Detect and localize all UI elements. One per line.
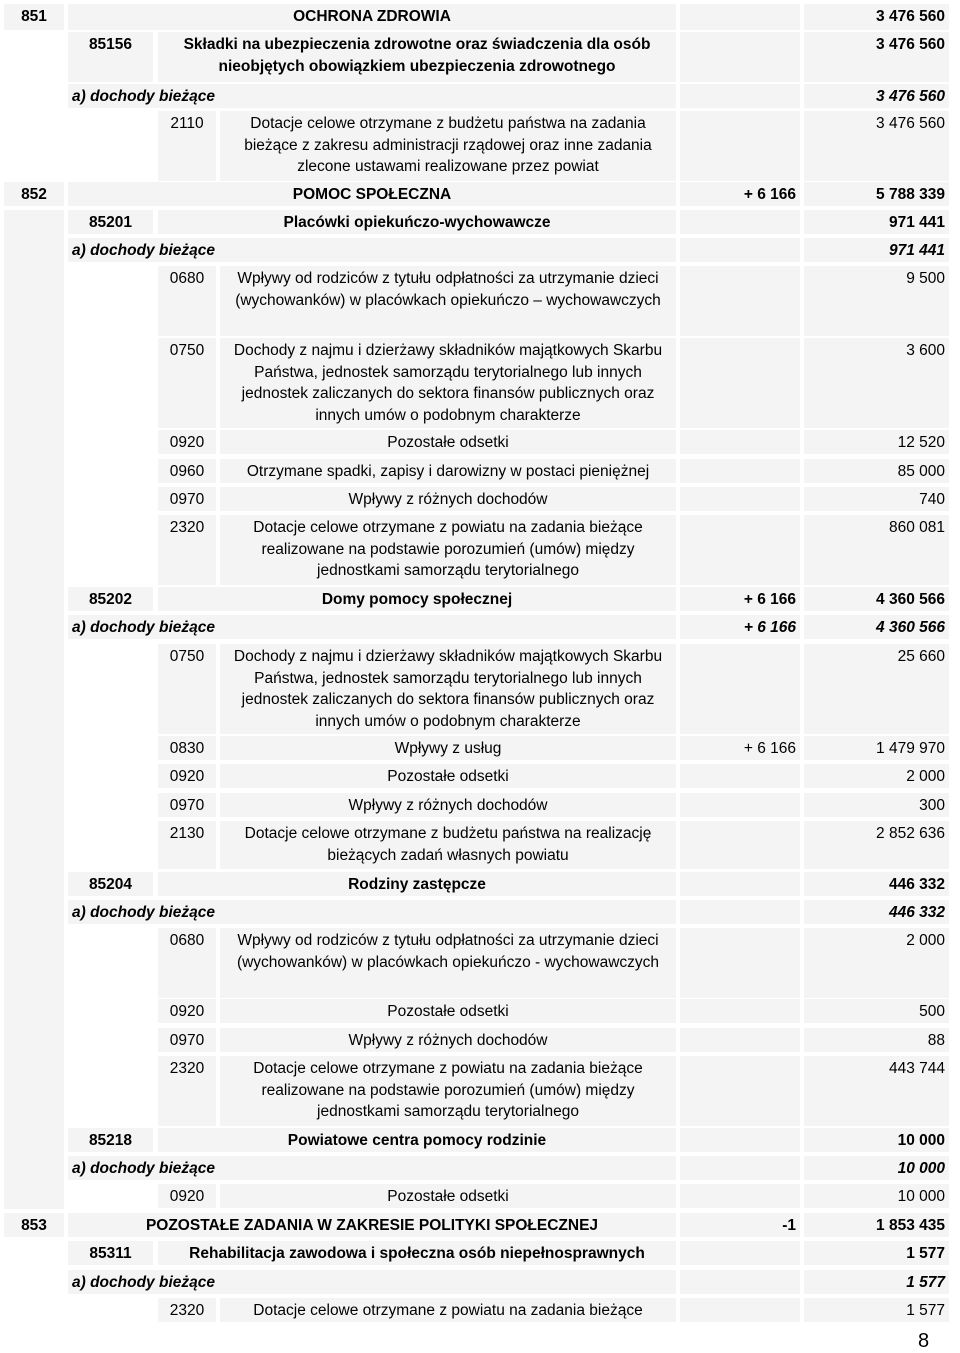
paragraph-amount: 85 000 [804,459,949,483]
paragraph-change [680,1028,800,1052]
chapter-name: Powiatowe centra pomocy rodzinie [158,1128,676,1152]
paragraph-change [680,515,800,585]
paragraph-change [680,430,800,454]
paragraph-amount: 300 [804,793,949,817]
paragraph-amount: 1 479 970 [804,736,949,760]
section-amount: 1 853 435 [804,1213,949,1237]
section-code: 852 [4,182,64,206]
chapter-code: 85156 [68,32,153,82]
paragraph-code: 0970 [158,793,216,817]
current-income-label: a) dochody bieżące [68,900,676,924]
chapter-name: Domy pomocy społecznej [158,587,676,611]
paragraph-amount: 1 577 [804,1298,949,1322]
section-name: POMOC SPOŁECZNA [68,182,676,206]
paragraph-description: Pozostałe odsetki [220,430,676,454]
paragraph-code: 0750 [158,644,216,734]
current-income-label: a) dochody bieżące [68,1156,676,1180]
paragraph-description: Wpływy od rodziców z tytułu odpłatności za utrzymanie dzieci (wychowanków) w placówkach opiekuńczo - wychowawczych [220,928,676,998]
paragraph-code: 0960 [158,459,216,483]
chapter-name: Rodziny zastępcze [158,872,676,896]
paragraph-code: 0680 [158,928,216,998]
section-change: + 6 166 [680,182,800,206]
paragraph-amount: 500 [804,999,949,1023]
current-income-change [680,1270,800,1294]
paragraph-change [680,1184,800,1208]
current-income-amount: 10 000 [804,1156,949,1180]
chapter-name: Składki na ubezpieczenia zdrowotne oraz świadczenia dla osób nieobjętych obowiązkiem ubezpieczenia zdrowotnego [158,32,676,82]
chapter-code: 85311 [68,1241,153,1265]
paragraph-amount: 2 000 [804,928,949,998]
chapter-code: 85201 [68,210,153,234]
paragraph-description: Dotacje celowe otrzymane z powiatu na zadania bieżące realizowane na podstawie porozumień (umów) między jednostkami samorządu terytorialnego [220,1056,676,1126]
paragraph-code: 2320 [158,515,216,585]
section-amount: 3 476 560 [804,4,949,30]
paragraph-amount: 88 [804,1028,949,1052]
paragraph-code: 0680 [158,266,216,336]
paragraph-description: Dotacje celowe otrzymane z budżetu państwa na zadania bieżące z zakresu administracji rządowej oraz inne zadania zlecone ustawami realizowane przez powiat [220,111,676,181]
chapter-change [680,32,800,82]
chapter-code: 85218 [68,1128,153,1152]
current-income-change [680,900,800,924]
paragraph-code: 0970 [158,487,216,511]
paragraph-change [680,764,800,788]
paragraph-description: Pozostałe odsetki [220,1184,676,1208]
chapter-amount: 446 332 [804,872,949,896]
chapter-change [680,1241,800,1265]
paragraph-code: 2320 [158,1056,216,1126]
current-income-label: a) dochody bieżące [68,84,676,108]
paragraph-code: 0830 [158,736,216,760]
chapter-amount: 971 441 [804,210,949,234]
section-code: 851 [4,4,64,30]
section-code: 853 [4,1213,64,1237]
chapter-change [680,210,800,234]
current-income-amount: 1 577 [804,1270,949,1294]
paragraph-description: Wpływy z różnych dochodów [220,487,676,511]
paragraph-description: Pozostałe odsetki [220,999,676,1023]
current-income-amount: 4 360 566 [804,615,949,639]
paragraph-amount: 2 000 [804,764,949,788]
section-name: OCHRONA ZDROWIA [68,4,676,30]
section-change [680,4,800,30]
chapter-amount: 3 476 560 [804,32,949,82]
paragraph-amount: 3 476 560 [804,111,949,181]
paragraph-amount: 10 000 [804,1184,949,1208]
chapter-name: Placówki opiekuńczo-wychowawcze [158,210,676,234]
section-name: POZOSTAŁE ZADANIA W ZAKRESIE POLITYKI SPOŁECZNEJ [68,1213,676,1237]
paragraph-description: Dotacje celowe otrzymane z powiatu na zadania bieżące realizowane na podstawie porozumień (umów) między jednostkami samorządu terytorialnego [220,515,676,585]
paragraph-change [680,644,800,734]
chapter-code: 85202 [68,587,153,611]
current-income-label: a) dochody bieżące [68,1270,676,1294]
current-income-label: a) dochody bieżące [68,238,676,262]
current-income-change [680,84,800,108]
paragraph-code: 2320 [158,1298,216,1322]
current-income-amount: 3 476 560 [804,84,949,108]
paragraph-change [680,487,800,511]
paragraph-code: 0920 [158,1184,216,1208]
paragraph-change [680,928,800,998]
paragraph-amount: 25 660 [804,644,949,734]
chapter-name: Rehabilitacja zawodowa i społeczna osób niepełnosprawnych [158,1241,676,1265]
paragraph-amount: 443 744 [804,1056,949,1126]
paragraph-change [680,793,800,817]
paragraph-description: Wpływy z różnych dochodów [220,1028,676,1052]
current-income-amount: 971 441 [804,238,949,262]
paragraph-description: Pozostałe odsetki [220,764,676,788]
paragraph-description: Wpływy z usług [220,736,676,760]
paragraph-change [680,821,800,869]
current-income-change [680,238,800,262]
paragraph-code: 2110 [158,111,216,181]
current-income-amount: 446 332 [804,900,949,924]
paragraph-amount: 2 852 636 [804,821,949,869]
paragraph-change: + 6 166 [680,736,800,760]
current-income-change [680,1156,800,1180]
section-change: -1 [680,1213,800,1237]
paragraph-code: 0920 [158,764,216,788]
paragraph-change [680,1298,800,1322]
paragraph-description: Dotacje celowe otrzymane z powiatu na zadania bieżące [220,1298,676,1322]
chapter-amount: 10 000 [804,1128,949,1152]
paragraph-change [680,459,800,483]
chapter-code: 85204 [68,872,153,896]
paragraph-description: Otrzymane spadki, zapisy i darowizny w postaci pieniężnej [220,459,676,483]
chapter-amount: 1 577 [804,1241,949,1265]
paragraph-code: 0750 [158,338,216,428]
section-amount: 5 788 339 [804,182,949,206]
chapter-change [680,872,800,896]
paragraph-amount: 740 [804,487,949,511]
paragraph-change [680,1056,800,1126]
paragraph-change [680,111,800,181]
page-number: 8 [918,1330,930,1352]
current-income-label: a) dochody bieżące [68,615,676,639]
paragraph-change [680,338,800,428]
paragraph-amount: 860 081 [804,515,949,585]
paragraph-description: Dochody z najmu i dzierżawy składników majątkowych Skarbu Państwa, jednostek samorządu terytorialnego lub innych jednostek zaliczanych do sektora finansów publicznych oraz innych umów o podobnym charakterze [220,338,676,428]
paragraph-change [680,266,800,336]
paragraph-description: Wpływy z różnych dochodów [220,793,676,817]
paragraph-code: 0920 [158,430,216,454]
paragraph-amount: 3 600 [804,338,949,428]
paragraph-amount: 12 520 [804,430,949,454]
current-income-change: + 6 166 [680,615,800,639]
paragraph-code: 2130 [158,821,216,869]
paragraph-code: 0920 [158,999,216,1023]
chapter-amount: 4 360 566 [804,587,949,611]
paragraph-code: 0970 [158,1028,216,1052]
paragraph-description: Dochody z najmu i dzierżawy składników majątkowych Skarbu Państwa, jednostek samorządu terytorialnego lub innych jednostek zaliczanych do sektora finansów publicznych oraz innych umów o podobnym charakterze [220,644,676,734]
chapter-change: + 6 166 [680,587,800,611]
paragraph-change [680,999,800,1023]
section-gutter [4,210,64,1209]
chapter-change [680,1128,800,1152]
paragraph-description: Wpływy od rodziców z tytułu odpłatności za utrzymanie dzieci (wychowanków) w placówkach opiekuńczo – wychowawczych [220,266,676,336]
paragraph-description: Dotacje celowe otrzymane z budżetu państwa na realizację bieżących zadań własnych powiatu [220,821,676,869]
paragraph-amount: 9 500 [804,266,949,336]
